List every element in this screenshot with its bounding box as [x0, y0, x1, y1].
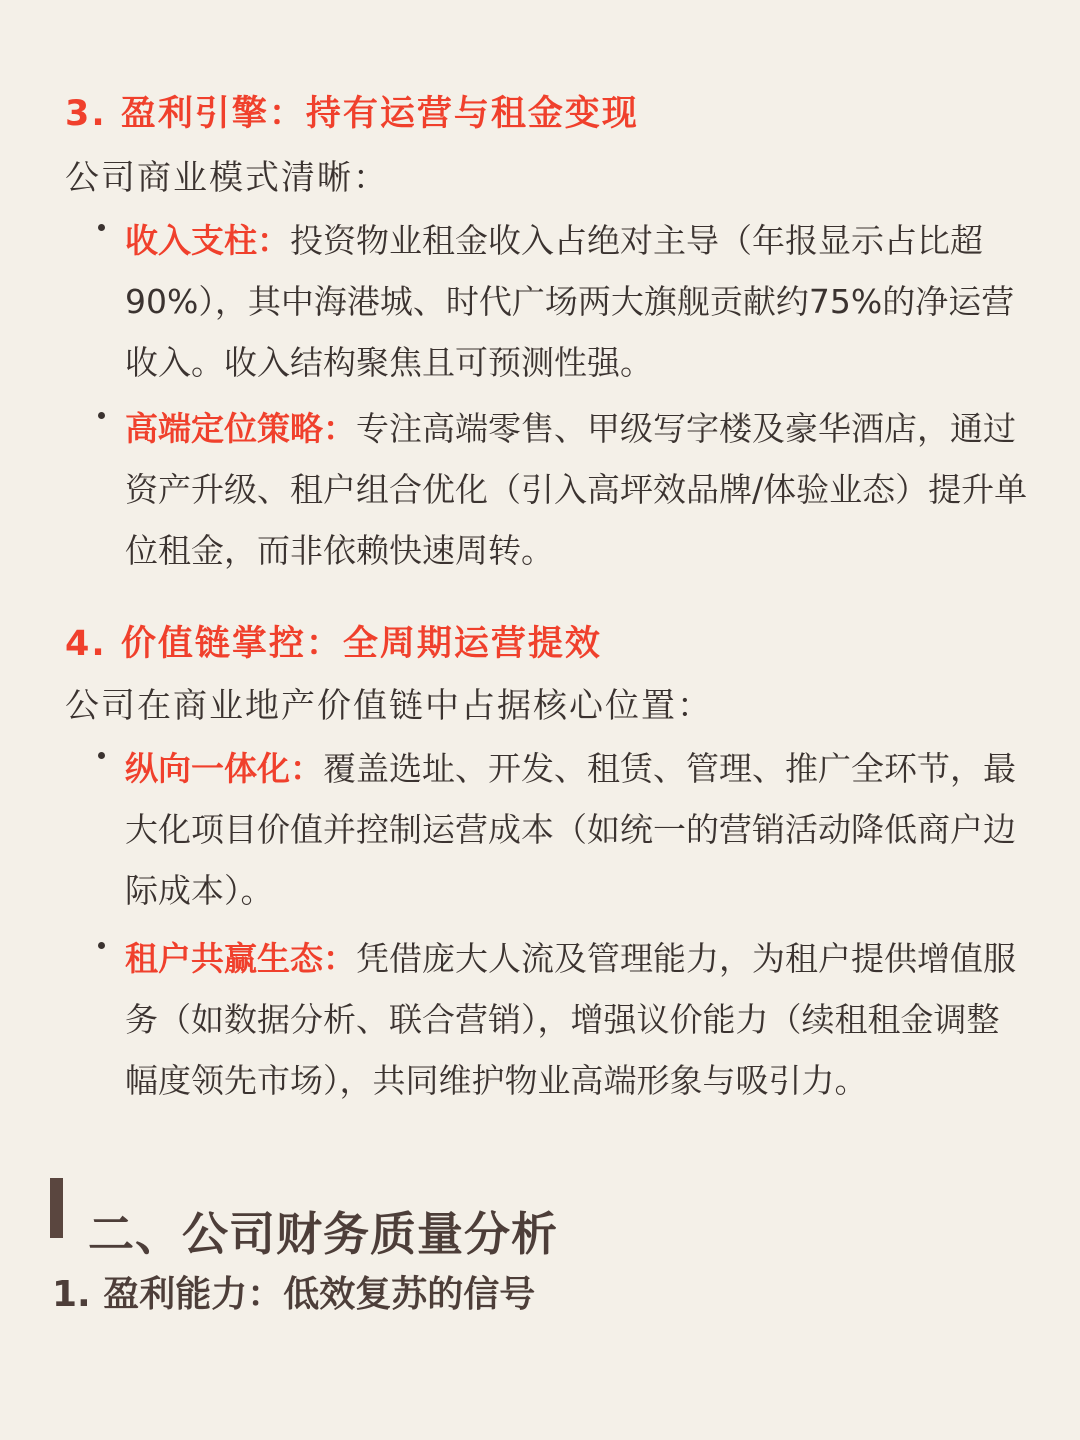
- bullet-term: 租户共赢生态：: [125, 939, 356, 978]
- bullet-dot: [98, 942, 105, 949]
- bullet-item: [125, 928, 1030, 1111]
- bullet-dot: [98, 752, 105, 759]
- bullet-dot: [98, 224, 105, 231]
- bullet-item: [125, 738, 1030, 921]
- bullet-text: 投资物业租金收入占绝对主导（年报显示占比超90%），其中海港城、时代广场两大旗舰贡献约75%的净运营收入。收入结构聚焦且可预测性强。: [125, 221, 1015, 382]
- intro-business-model: 公司商业模式清晰：: [65, 158, 389, 198]
- bullet-text: 专注高端零售、甲级写字楼及豪华酒店，通过资产升级、租户组合优化（引入高坪效品牌/体验业态）提升单位租金，而非依赖快速周转。: [125, 409, 1028, 570]
- bullet-term: 纵向一体化：: [125, 749, 323, 788]
- bullet-text: 覆盖选址、开发、租赁、管理、推广全环节，最大化项目价值并控制运营成本（如统一的营销活动降低商户边际成本）。: [125, 749, 1016, 910]
- heading-profit-engine: 3. 盈利引擎：持有运营与租金变现: [65, 94, 639, 134]
- bullet-term: 高端定位策略：: [125, 409, 356, 448]
- bullet-text: 凭借庞大人流及管理能力，为租户提供增值服务（如数据分析、联合营销），增强议价能力（续租租金调整幅度领先市场），共同维护物业高端形象与吸引力。: [125, 939, 1016, 1100]
- bullet-item: [125, 398, 1030, 581]
- bullet-item: [125, 210, 1030, 393]
- heading-value-chain: 4. 价值链掌控：全周期运营提效: [65, 624, 602, 664]
- section-marker-bar: [50, 1178, 63, 1238]
- section-title: 二、公司财务质量分析: [88, 1207, 558, 1261]
- bullet-dot: [98, 412, 105, 419]
- bullet-term: 收入支柱：: [125, 221, 290, 260]
- intro-value-chain: 公司在商业地产价值链中占据核心位置：: [65, 686, 713, 726]
- numbered-subheading: 1. 盈利能力：低效复苏的信号: [52, 1274, 536, 1315]
